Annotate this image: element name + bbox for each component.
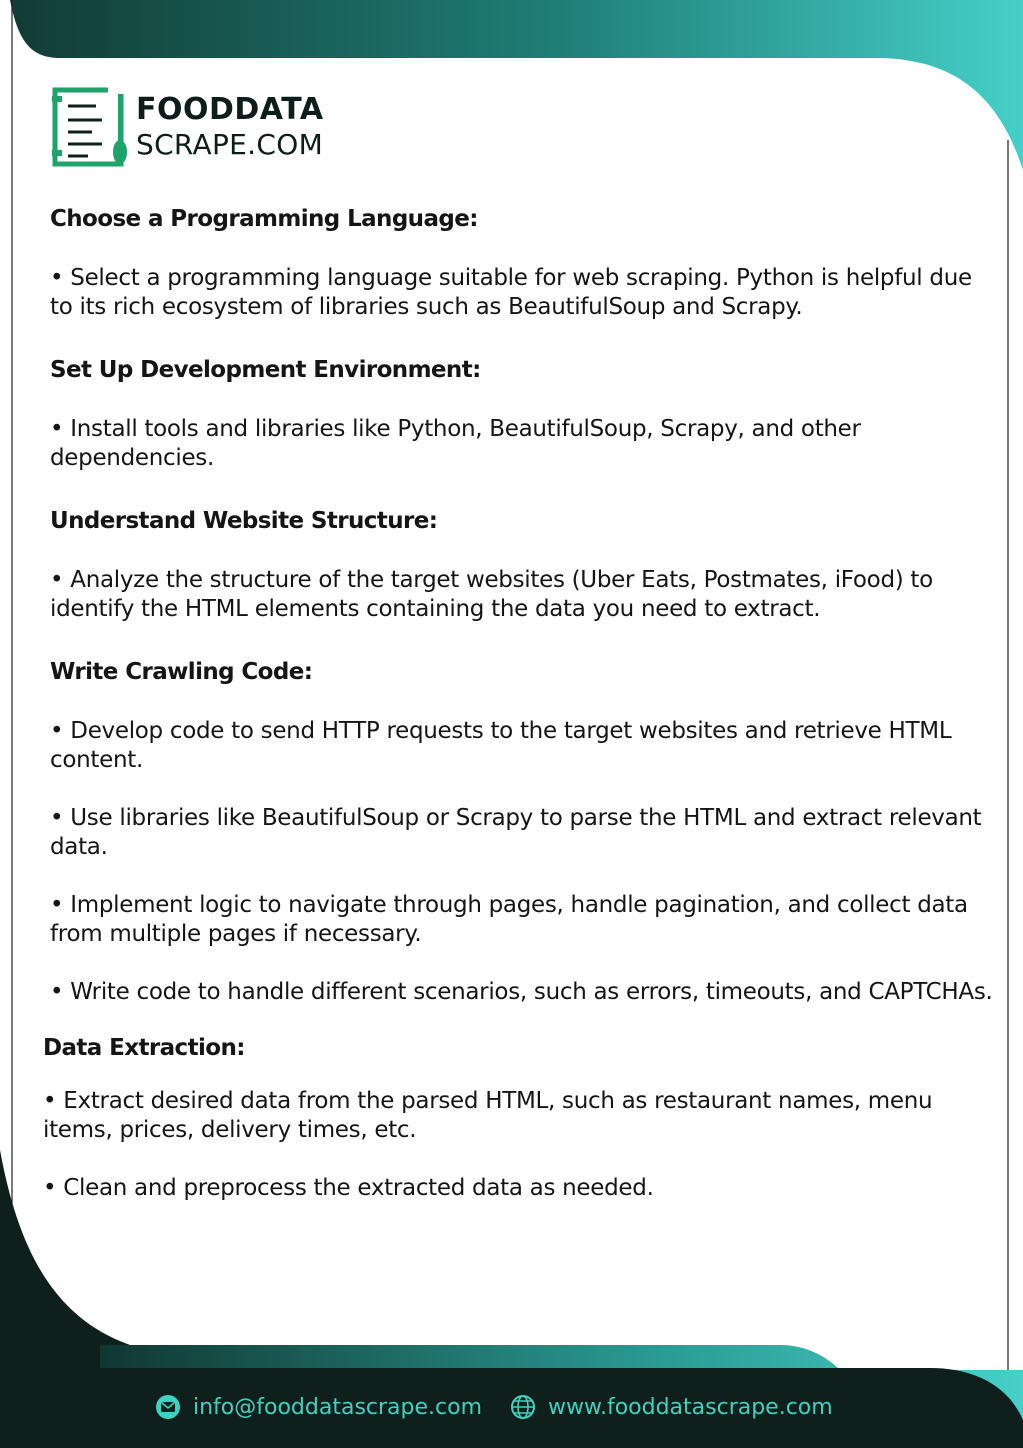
bullet-item: • Write code to handle different scenarios, such as errors, timeouts, and CAPTCHAs. — [50, 979, 993, 1005]
bullet-item: • Extract desired data from the parsed HTML, such as restaurant names, menu items, prices, delivery times, etc. — [43, 1088, 933, 1143]
section-crawling-code — [50, 653, 995, 1007]
section-heading: Set Up Development Environment: — [50, 357, 481, 383]
section-heading: Data Extraction: — [43, 1035, 245, 1061]
bullet-item: • Implement logic to navigate through pages, handle pagination, and collect data from multiple pages if necessary. — [50, 892, 968, 947]
section-heading: Understand Website Structure: — [50, 508, 438, 534]
section-data-extraction — [43, 1029, 995, 1203]
bullet-item: • Develop code to send HTTP requests to the target websites and retrieve HTML content. — [50, 718, 952, 773]
brand-name-line2: SCRAPE.COM — [136, 128, 324, 161]
footer-website[interactable] — [510, 1394, 833, 1420]
footer-email-text[interactable]: info@fooddatascrape.com — [193, 1394, 483, 1420]
globe-icon — [510, 1394, 536, 1420]
section-heading: Write Crawling Code: — [50, 659, 313, 685]
footer — [0, 1382, 1023, 1438]
section-dev-environment — [50, 351, 995, 473]
mail-icon — [155, 1394, 181, 1420]
bullet-item: • Select a programming language suitable for web scraping. Python is helpful due to its rich ecosystem of libraries such as BeautifulSoup and Scrapy. — [50, 265, 972, 320]
document-body — [43, 200, 995, 1232]
bullet-item: • Use libraries like BeautifulSoup or Scrapy to parse the HTML and extract relevant data. — [50, 805, 982, 860]
section-programming-language — [50, 200, 995, 322]
section-website-structure — [50, 502, 995, 624]
bullet-item: • Clean and preprocess the extracted data as needed. — [43, 1175, 654, 1201]
brand-name-line1: FOODDATA — [136, 92, 324, 127]
bullet-item: • Analyze the structure of the target websites (Uber Eats, Postmates, iFood) to identify the HTML elements containing the data you need to extract. — [50, 567, 933, 622]
bullet-item: • Install tools and libraries like Python, BeautifulSoup, Scrapy, and other dependencies. — [50, 416, 861, 471]
footer-email[interactable] — [155, 1394, 482, 1420]
footer-website-text[interactable]: www.fooddatascrape.com — [548, 1394, 833, 1420]
section-heading: Choose a Programming Language: — [50, 206, 478, 232]
